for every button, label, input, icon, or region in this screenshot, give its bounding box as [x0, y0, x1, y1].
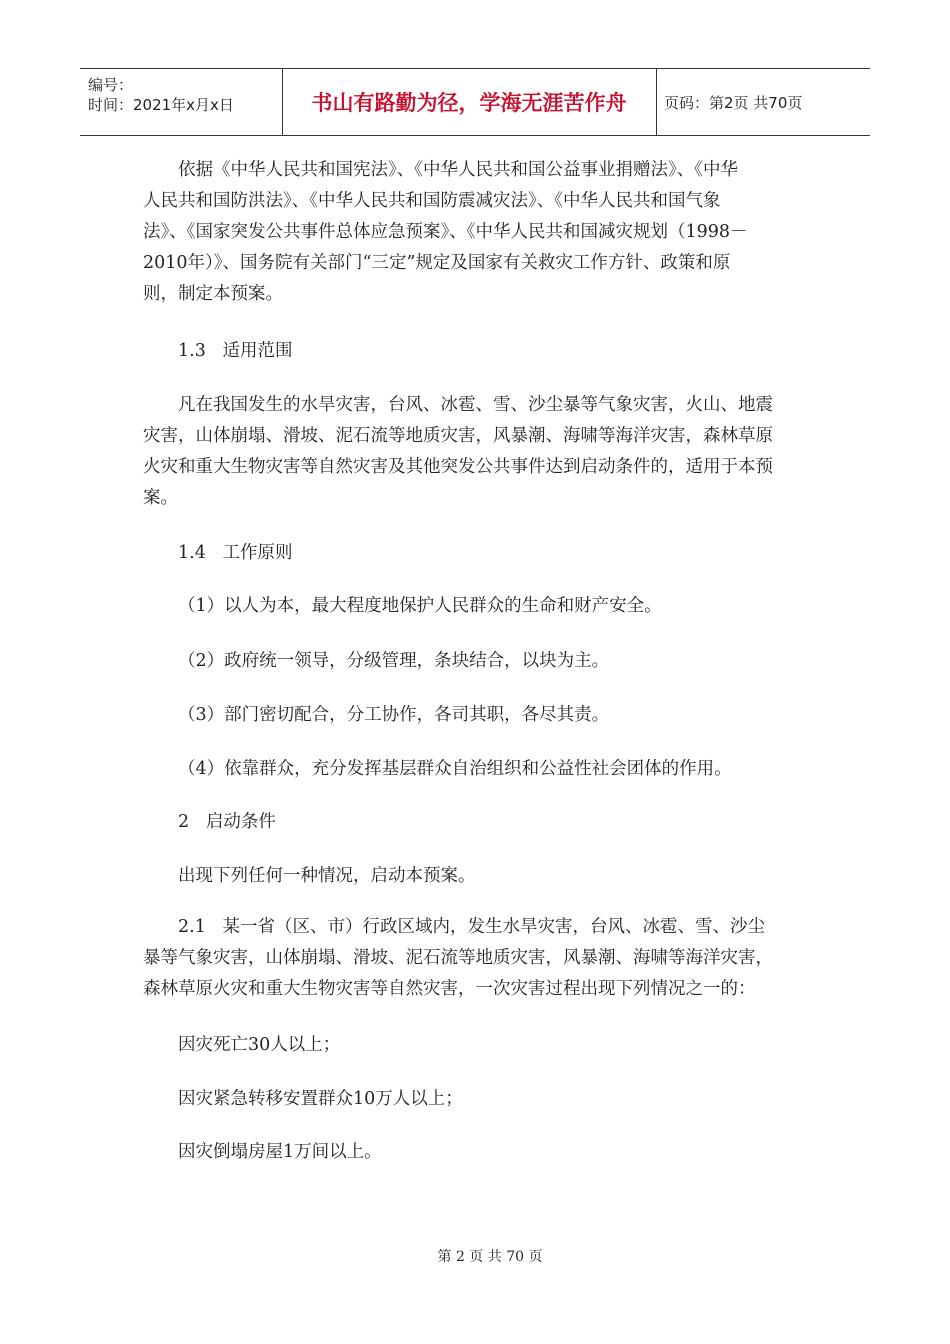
text-line: 案。: [143, 488, 178, 508]
section-heading: 1.3 适用范围: [178, 341, 293, 361]
text-line: 2010年）》、国务院有关部门“三定”规定及国家有关救灾工作方针、政策和原: [143, 253, 731, 273]
doc-number-label: 编号：: [88, 76, 134, 94]
text-line: 森林草原火灾和重大生物灾害等自然灾害，一次灾害过程出现下列情况之一的：: [143, 979, 756, 999]
text-line: 凡在我国发生的水旱灾害，台风、冰雹、雪、沙尘暴等气象灾害，火山、地震: [178, 395, 773, 415]
text-line: 2.1 某一省（区、市）行政区域内，发生水旱灾害，台风、冰雹、雪、沙尘: [178, 917, 766, 937]
section-heading: 1.4 工作原则: [178, 543, 293, 563]
text-line: 则，制定本预案。: [143, 284, 283, 304]
list-item: （1）以人为本，最大程度地保护人民群众的生命和财产安全。: [178, 596, 662, 616]
section-heading: 2 启动条件: [178, 812, 276, 832]
header-page-info: 页码：第2页 共70页: [664, 93, 803, 112]
header-motto: 书山有路勤为径，学海无涯苦作舟: [311, 91, 627, 115]
page-header: [80, 68, 870, 136]
text-line: 因灾死亡30人以上；: [178, 1035, 341, 1055]
text-line: 火灾和重大生物灾害等自然灾害及其他突发公共事件达到启动条件的，适用于本预: [143, 457, 773, 477]
doc-time-label: 时间：2021年x月x日: [88, 96, 234, 114]
list-item: （4）依靠群众，充分发挥基层群众自治组织和公益性社会团体的作用。: [178, 759, 732, 779]
header-left: [88, 75, 234, 115]
header-divider: [656, 69, 657, 135]
list-item: （2）政府统一领导，分级管理，条块结合，以块为主。: [178, 651, 610, 671]
text-line: 依据《中华人民共和国宪法》、《中华人民共和国公益事业捐赠法》、《中华: [178, 160, 738, 180]
text-line: 因灾倒塌房屋1万间以上。: [178, 1142, 382, 1162]
text-line: 因灾紧急转移安置群众10万人以上；: [178, 1089, 463, 1109]
text-line: 暴等气象灾害，山体崩塌、滑坡、泥石流等地质灾害，风暴潮、海啸等海洋灾害，: [143, 948, 773, 968]
text-line: 灾害，山体崩塌、滑坡、泥石流等地质灾害，风暴潮、海啸等海洋灾害，森林草原: [143, 426, 773, 446]
text-line: 法》、《国家突发公共事件总体应急预案》、《中华人民共和国减灾规划（1998－: [143, 222, 748, 242]
text-line: 出现下列任何一种情况，启动本预案。: [178, 866, 476, 886]
list-item: （3）部门密切配合，分工协作，各司其职，各尽其责。: [178, 705, 610, 725]
page-footer: 第 2 页 共 70 页: [437, 1249, 543, 1265]
text-line: 人民共和国防洪法》、《中华人民共和国防震减灾法》、《中华人民共和国气象: [143, 191, 721, 211]
